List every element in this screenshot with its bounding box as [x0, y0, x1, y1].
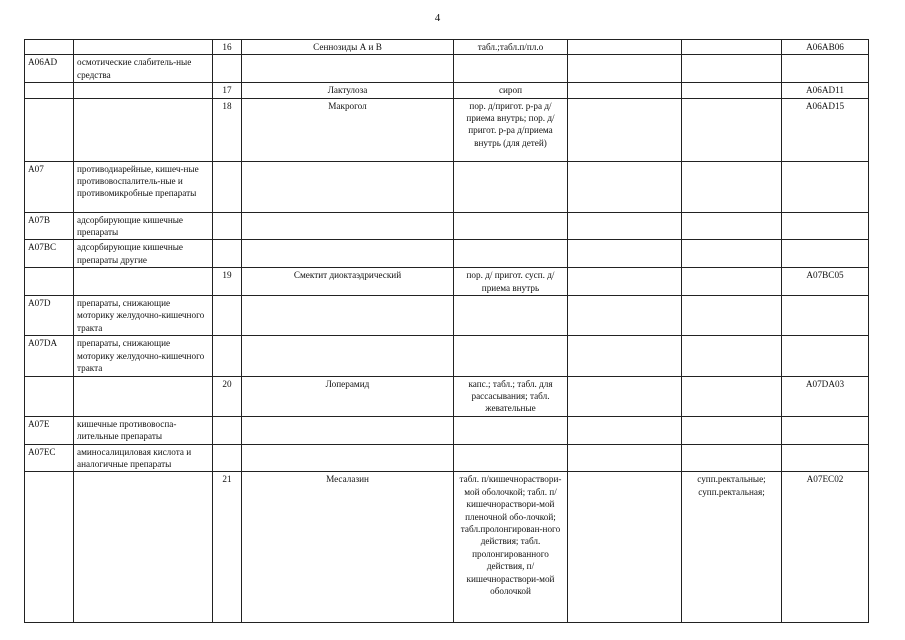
atc-group-name: препараты, снижающие моторику желудочно-кишечного тракта	[74, 296, 213, 336]
atc-group-code: A07D	[25, 296, 74, 336]
row-number	[213, 336, 242, 376]
dosage-form	[454, 416, 568, 444]
atc-group-name: осмотические слабитель-ные средства	[74, 55, 213, 83]
row-number: 17	[213, 83, 242, 98]
table-row	[25, 268, 869, 296]
dosage-form	[454, 212, 568, 240]
atc-group-code: A07E	[25, 416, 74, 444]
dosage-form: сироп	[454, 83, 568, 98]
page-number: 4	[434, 12, 441, 24]
row-number	[213, 444, 242, 472]
atc-code	[782, 296, 869, 336]
dosage-form	[454, 336, 568, 376]
atc-group-code	[25, 268, 74, 296]
atc-group-code	[25, 83, 74, 98]
atc-group-name	[74, 472, 213, 623]
extra-column-2	[682, 83, 782, 98]
table-row	[25, 240, 869, 268]
dosage-form: табл.;табл.п/пл.о	[454, 40, 568, 55]
row-number: 21	[213, 472, 242, 623]
row-number	[213, 296, 242, 336]
dosage-form	[454, 161, 568, 212]
atc-code	[782, 444, 869, 472]
extra-column-2	[682, 416, 782, 444]
row-number	[213, 416, 242, 444]
atc-group-name: противодиарейные, кишеч-ные противовоспалитель-ные и противомикробные препараты	[74, 161, 213, 212]
extra-column-2	[682, 376, 782, 416]
row-number: 19	[213, 268, 242, 296]
extra-column-2	[682, 336, 782, 376]
extra-column-1	[568, 55, 682, 83]
row-number	[213, 161, 242, 212]
atc-group-name	[74, 98, 213, 161]
extra-column-1	[568, 376, 682, 416]
drug-name: Лактулоза	[242, 83, 454, 98]
atc-code	[782, 416, 869, 444]
drug-name	[242, 240, 454, 268]
atc-group-name: аминосалициловая кислота и аналогичные препараты	[74, 444, 213, 472]
atc-code	[782, 161, 869, 212]
drug-name	[242, 336, 454, 376]
atc-group-code: A07B	[25, 212, 74, 240]
drug-name	[242, 161, 454, 212]
atc-group-code	[25, 40, 74, 55]
table-row	[25, 98, 869, 161]
drug-name: Месалазин	[242, 472, 454, 623]
drug-name	[242, 416, 454, 444]
extra-column-1	[568, 212, 682, 240]
atc-group-code: A07BC	[25, 240, 74, 268]
table-row	[25, 472, 869, 623]
atc-code	[782, 240, 869, 268]
drug-table	[24, 39, 869, 623]
table-row	[25, 296, 869, 336]
atc-code: A07BC05	[782, 268, 869, 296]
atc-group-name: адсорбирующие кишечные препараты другие	[74, 240, 213, 268]
extra-column-1	[568, 40, 682, 55]
extra-column-1	[568, 444, 682, 472]
atc-code	[782, 55, 869, 83]
atc-code: A06AD11	[782, 83, 869, 98]
extra-column-2	[682, 55, 782, 83]
atc-group-name	[74, 40, 213, 55]
extra-column-1	[568, 416, 682, 444]
atc-group-name	[74, 83, 213, 98]
alternative-dosage-form: супп.ректальные; супп.ректальная;	[682, 472, 782, 623]
atc-code	[782, 336, 869, 376]
atc-group-name	[74, 376, 213, 416]
atc-group-code	[25, 472, 74, 623]
dosage-form	[454, 296, 568, 336]
dosage-form: пор. д/пригот. р-ра д/приема внутрь; пор. д/пригот. р-ра д/приема внутрь (для детей)	[454, 98, 568, 161]
extra-column-1	[568, 268, 682, 296]
drug-name: Смектит диоктаэдрический	[242, 268, 454, 296]
table-row	[25, 444, 869, 472]
atc-group-code	[25, 376, 74, 416]
atc-group-code: A07DA	[25, 336, 74, 376]
extra-column-2	[682, 40, 782, 55]
row-number	[213, 212, 242, 240]
atc-group-name: препараты, снижающие моторику желудочно-кишечного тракта	[74, 336, 213, 376]
atc-code: A06AB06	[782, 40, 869, 55]
table-row	[25, 161, 869, 212]
row-number	[213, 55, 242, 83]
atc-group-name	[74, 268, 213, 296]
atc-code: A06AD15	[782, 98, 869, 161]
dosage-form: пор. д/ пригот. сусп. д/приема внутрь	[454, 268, 568, 296]
atc-group-code: A07EC	[25, 444, 74, 472]
extra-column-2	[682, 161, 782, 212]
dosage-form	[454, 55, 568, 83]
table-row	[25, 376, 869, 416]
extra-column-1	[568, 240, 682, 268]
drug-name	[242, 296, 454, 336]
drug-name	[242, 212, 454, 240]
extra-column-1	[568, 296, 682, 336]
dosage-form	[454, 240, 568, 268]
dosage-form: табл. п/кишечнораствори-мой оболочкой; табл. п/кишечнораствори-мой пленочной обо-лочкой; табл.пролонгирован-ного действия; табл. пролонгированного действия, п/кишечнораствори-мой оболочкой	[454, 472, 568, 623]
extra-column-2	[682, 296, 782, 336]
drug-name: Лоперамид	[242, 376, 454, 416]
atc-group-code: A07	[25, 161, 74, 212]
extra-column-2	[682, 444, 782, 472]
row-number: 20	[213, 376, 242, 416]
drug-name	[242, 55, 454, 83]
table-row	[25, 55, 869, 83]
atc-code: A07EC02	[782, 472, 869, 623]
table-row	[25, 336, 869, 376]
row-number: 18	[213, 98, 242, 161]
dosage-form: капс.; табл.; табл. для рассасывания; табл. жевательные	[454, 376, 568, 416]
extra-column-2	[682, 98, 782, 161]
drug-name: Сеннозиды А и В	[242, 40, 454, 55]
atc-group-name: адсорбирующие кишечные препараты	[74, 212, 213, 240]
extra-column-1	[568, 336, 682, 376]
row-number: 16	[213, 40, 242, 55]
extra-column-1	[568, 161, 682, 212]
extra-column-1	[568, 83, 682, 98]
dosage-form	[454, 444, 568, 472]
extra-column-2	[682, 212, 782, 240]
atc-group-name: кишечные противовоспа-лительные препараты	[74, 416, 213, 444]
table-row	[25, 83, 869, 98]
extra-column-2	[682, 240, 782, 268]
row-number	[213, 240, 242, 268]
extra-column-2	[682, 268, 782, 296]
table-row	[25, 212, 869, 240]
table-row	[25, 416, 869, 444]
atc-group-code: A06AD	[25, 55, 74, 83]
atc-code: A07DA03	[782, 376, 869, 416]
extra-column-1	[568, 98, 682, 161]
table-row	[25, 40, 869, 55]
drug-name	[242, 444, 454, 472]
drug-name: Макрогол	[242, 98, 454, 161]
atc-code	[782, 212, 869, 240]
atc-group-code	[25, 98, 74, 161]
extra-column-1	[568, 472, 682, 623]
